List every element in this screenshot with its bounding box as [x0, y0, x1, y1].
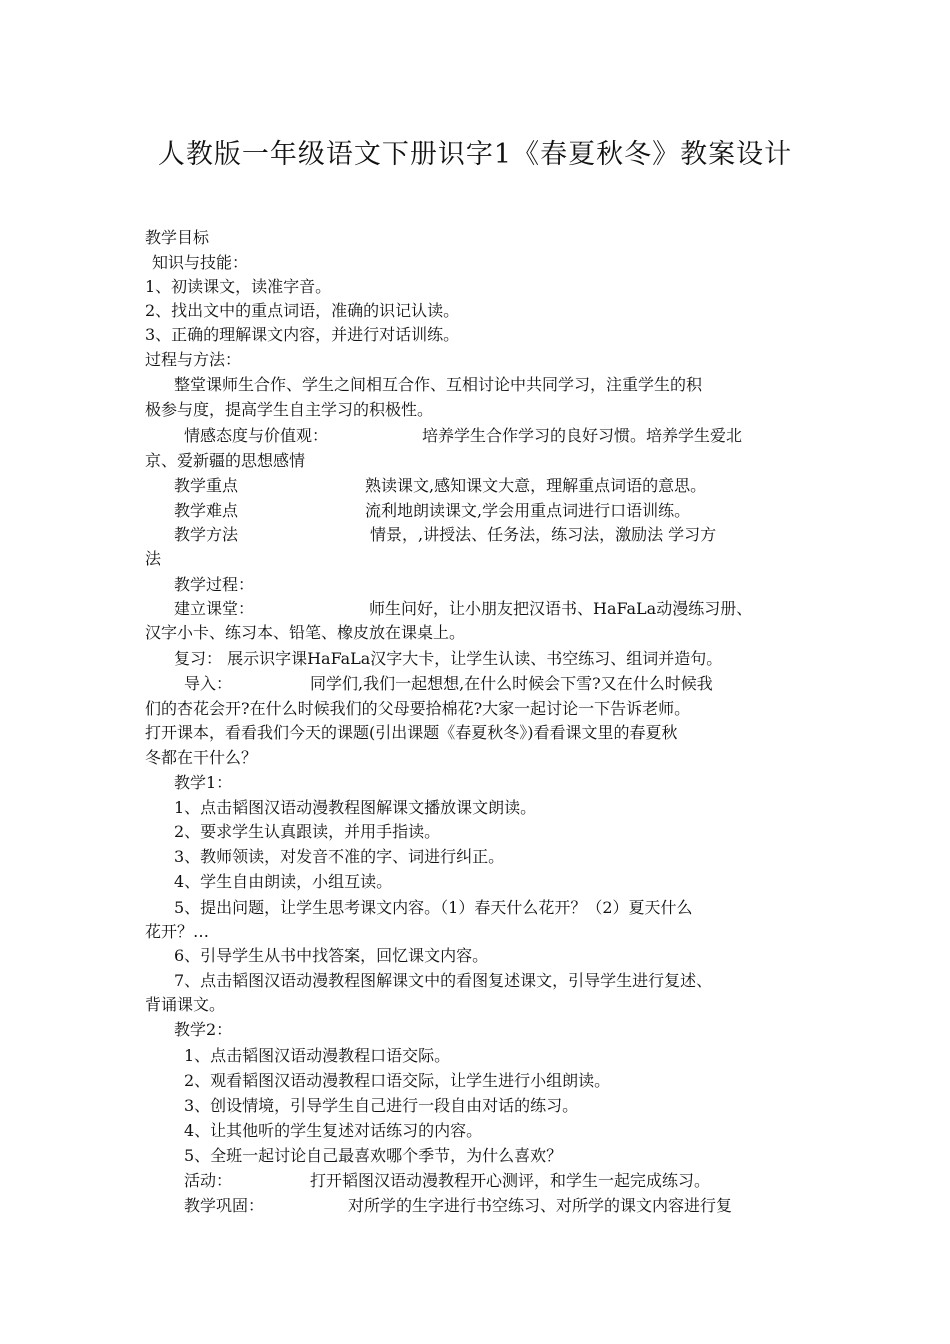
- text-line: 活动：: [184, 1171, 233, 1190]
- text-line: 复习： 展示识字课HaFaLa汉字大卡，让学生认读、书空练习、组词并造句。: [174, 649, 723, 668]
- text-line: 知识与技能：: [152, 253, 249, 272]
- text-line: 京、爱新疆的思想感情: [145, 451, 306, 470]
- text-line: 教学目标: [145, 228, 210, 247]
- text-line: 1、初读课文，读准字音。: [145, 277, 332, 296]
- text-line: 4、学生自由朗读，小组互读。: [174, 872, 393, 891]
- text-line: 整堂课师生合作、学生之间相互合作、互相讨论中共同学习，注重学生的积: [174, 375, 703, 394]
- text-line: 6、引导学生从书中找答案，回忆课文内容。: [174, 946, 489, 965]
- text-line: 情景，,讲授法、任务法，练习法，激励法 学习方: [370, 525, 717, 544]
- text-line: 极参与度，提高学生自主学习的积极性。: [145, 400, 434, 419]
- text-line: 2、观看韬图汉语动漫教程口语交际，让学生进行小组朗读。: [184, 1071, 611, 1090]
- text-line: 教学巩固：: [184, 1196, 265, 1215]
- text-line: 5、全班一起讨论自己最喜欢哪个季节，为什么喜欢？: [184, 1146, 563, 1165]
- text-line: 教学重点: [174, 476, 239, 495]
- text-line: 1、点击韬图汉语动漫教程图解课文播放课文朗读。: [174, 798, 537, 817]
- text-line: 情感态度与价值观：: [184, 426, 329, 445]
- text-line: 过程与方法：: [145, 350, 242, 369]
- text-line: 汉字小卡、练习本、铅笔、橡皮放在课桌上。: [145, 623, 466, 642]
- text-line: 3、创设情境，引导学生自己进行一段自由对话的练习。: [184, 1096, 579, 1115]
- text-line: 导入：: [184, 674, 233, 693]
- text-line: 法: [145, 549, 162, 568]
- text-line: 打开课本，看看我们今天的课题(引出课题《春夏秋冬》)看看课文里的春夏秋: [145, 723, 678, 742]
- text-line: 1、点击韬图汉语动漫教程口语交际。: [184, 1046, 451, 1065]
- text-line: 熟读课文,感知课文大意，理解重点词语的意思。: [365, 476, 707, 495]
- text-line: 教学方法: [174, 525, 239, 544]
- text-line: 对所学的生字进行书空练习、对所学的课文内容进行复: [348, 1196, 733, 1215]
- text-line: 打开韬图汉语动漫教程开心测评，和学生一起完成练习。: [310, 1171, 711, 1190]
- text-line: 7、点击韬图汉语动漫教程图解课文中的看图复述课文，引导学生进行复述、: [174, 971, 713, 990]
- text-line: 教学2：: [174, 1020, 233, 1039]
- text-line: 背诵课文。: [145, 995, 226, 1014]
- text-line: 2、找出文中的重点词语，准确的识记认读。: [145, 301, 460, 320]
- text-line: 4、让其他听的学生复述对话练习的内容。: [184, 1121, 483, 1140]
- text-line: 流利地朗读课文,学会用重点词进行口语训练。: [365, 501, 691, 520]
- text-line: 2、要求学生认真跟读，并用手指读。: [174, 822, 441, 841]
- document-title: 人教版一年级语文下册识字1《春夏秋冬》教案设计: [157, 139, 793, 170]
- text-line: 教学1：: [174, 773, 233, 792]
- text-line: 建立课堂：: [174, 599, 255, 618]
- text-line: 教学难点: [174, 501, 239, 520]
- text-line: 教学过程：: [174, 575, 255, 594]
- text-line: 培养学生合作学习的良好习惯。培养学生爱北: [422, 426, 743, 445]
- text-line: 3、教师领读，对发音不准的字、词进行纠正。: [174, 847, 505, 866]
- text-line: 冬都在干什么？: [145, 748, 258, 767]
- text-line: 3、正确的理解课文内容，并进行对话训练。: [145, 325, 460, 344]
- text-line: 同学们,我们一起想想,在什么时候会下雪?又在什么时候我: [310, 674, 713, 693]
- text-line: 5、提出问题，让学生思考课文内容。（1）春天什么花开？（2）夏天什么: [174, 898, 693, 917]
- text-line: 花开？…: [145, 922, 210, 941]
- text-line: 师生问好，让小朋友把汉语书、HaFaLa动漫练习册、: [369, 599, 753, 618]
- text-line: 们的杏花会开?在什么时候我们的父母要拾棉花?大家一起讨论一下告诉老师。: [145, 699, 691, 718]
